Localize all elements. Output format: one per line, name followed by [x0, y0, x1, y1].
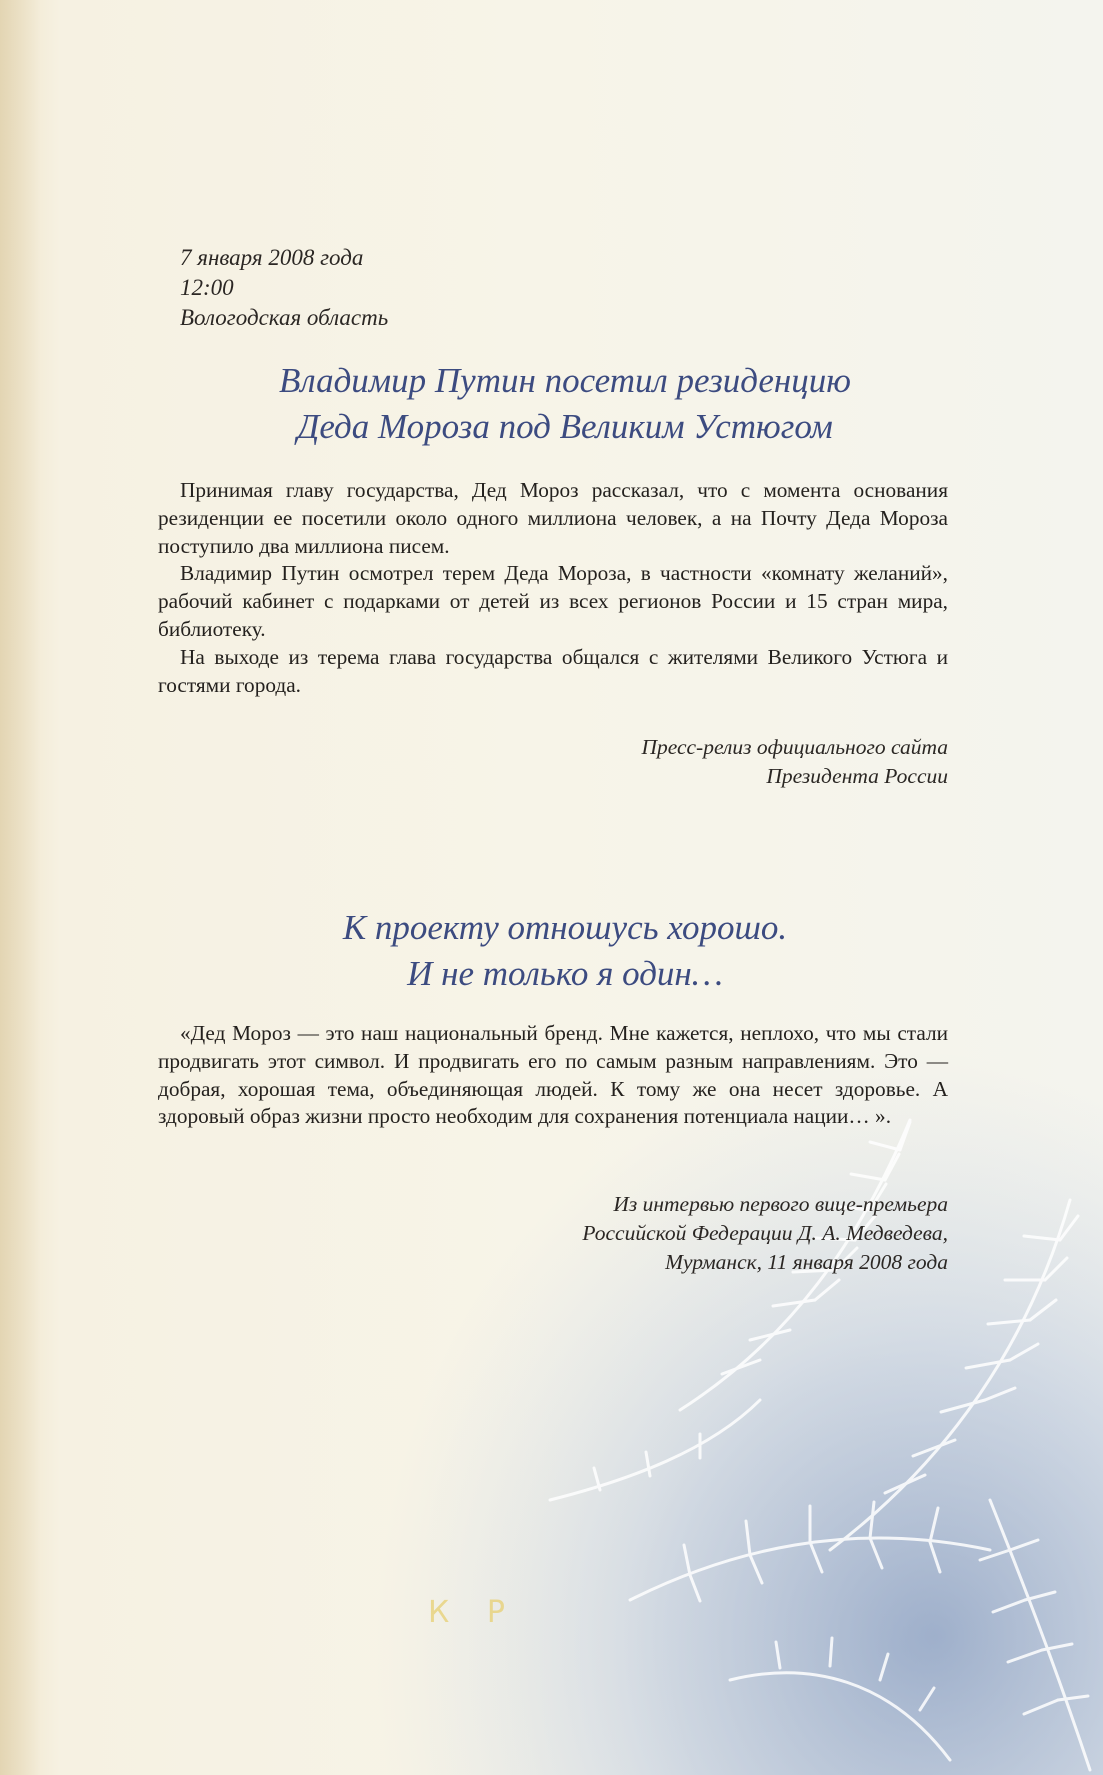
- article1-source-line1: Пресс-релиз официального сайта: [641, 735, 948, 759]
- article2-headline-line2: И не только я один…: [407, 954, 723, 993]
- article1-paragraph: Владимир Путин осмотрел терем Деда Мороза, в частности «комнату желаний», рабочий кабинет с подарками от детей из всех регионов России и 15 стран мира, библиотеку.: [158, 561, 948, 641]
- article1-headline-line1: Владимир Путин посетил резиденцию: [279, 361, 851, 400]
- article1-source: [641, 733, 948, 791]
- frost-pattern-image: [430, 1080, 1103, 1775]
- article2-quote: «Дед Мороз — это наш национальный бренд. Мне кажется, неплохо, что мы стали продвигать этот символ. И продвигать его по самым разным направлениям. Это — добрая, хорошая тема, объединяющая людей. К тому же она несет здоровье. А здоровый образ жизни просто необходим для сохранения потенциала нации… ».: [158, 1021, 948, 1129]
- article2-source-line2: Российской Федерации Д. А. Медведева,: [582, 1221, 948, 1245]
- article2-source-line3: Мурманск, 11 января 2008 года: [665, 1250, 948, 1274]
- article2-source: [582, 1190, 948, 1277]
- article1-source-line2: Президента России: [766, 764, 948, 788]
- binding-gutter: [0, 0, 40, 1775]
- article2-body: [158, 1020, 948, 1131]
- article1-body: [158, 477, 948, 699]
- article1-headline-line2: Деда Мороза под Великим Устюгом: [297, 407, 833, 446]
- article1-paragraph: Принимая главу государства, Дед Мороз рассказал, что с момента основания резиденции ее посетили около одного миллиона человек, а на Почту Деда Мороза поступило два миллиона писем.: [158, 478, 948, 558]
- article1-date: 7 января 2008 года: [180, 245, 364, 270]
- article1-paragraph: На выходе из терема глава государства общался с жителями Великого Устюга и гостями города.: [158, 644, 948, 697]
- article1-region: Вологодская область: [180, 305, 389, 330]
- article2-headline-line1: К проекту отношусь хорошо.: [342, 908, 788, 947]
- article2-headline: [120, 905, 1010, 997]
- article1-time: 12:00: [180, 275, 234, 300]
- article2-source-line1: Из интервью первого вице-премьера: [613, 1192, 948, 1216]
- pencil-mark: К Р: [428, 1595, 519, 1630]
- article1-meta: [180, 243, 388, 333]
- article1-headline: [120, 358, 1010, 450]
